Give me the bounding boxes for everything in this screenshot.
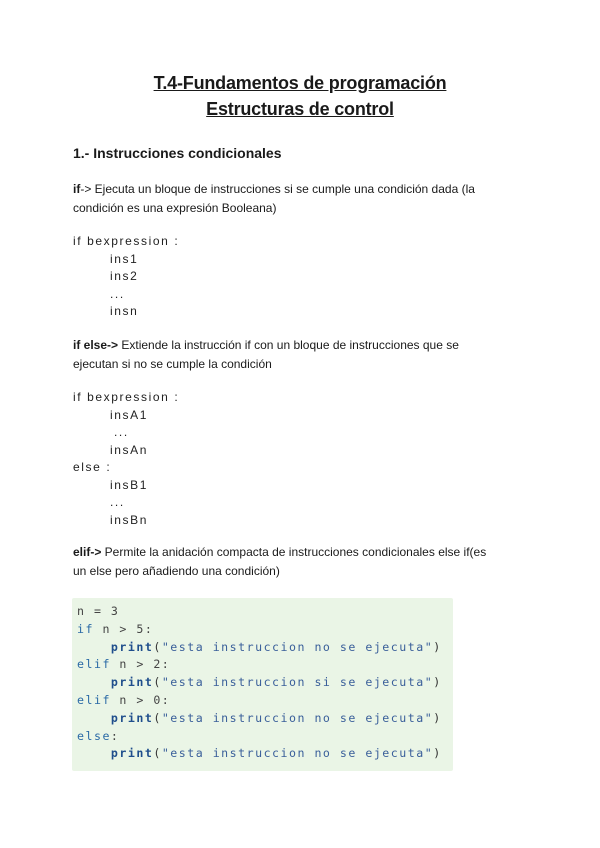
page-title-line2: Estructuras de control (206, 99, 394, 119)
code-line: else : (73, 460, 112, 474)
print-string: "esta instruccion no se ejecuta" (161, 710, 434, 725)
if-syntax-code (73, 233, 179, 321)
code-line: insA1 (110, 407, 149, 422)
print-fn: print (110, 639, 154, 654)
elif-keyword: elif-> (73, 545, 102, 559)
print-string: "esta instruccion no se ejecuta" (161, 639, 434, 654)
paren: ) (433, 639, 442, 654)
paren: ) (433, 710, 442, 725)
page-title-line1: T.4-Fundamentos de programación (153, 73, 447, 93)
print-fn: print (110, 710, 154, 725)
code-snippet (72, 598, 453, 771)
if-else-keyword: if else-> (73, 338, 119, 352)
if-description (73, 180, 533, 218)
code-assign: n = 3 (77, 604, 120, 618)
if-kw: if (77, 621, 94, 636)
code-line: ... (110, 495, 125, 509)
code-line: if bexpression : (73, 390, 180, 404)
paren: ( (153, 639, 162, 654)
elif-kw: elif (77, 657, 111, 672)
paren: ) (433, 675, 442, 690)
paren: ) (433, 746, 442, 761)
code-line: ins1 (110, 251, 139, 266)
if-desc-line2: condición es una expresión Booleana) (73, 201, 277, 215)
if-keyword: if (73, 182, 81, 196)
paren: ( (153, 746, 162, 761)
if-else-syntax-code (73, 389, 179, 529)
paren: ( (153, 675, 162, 690)
print-string: "esta instruccion si se ejecuta" (161, 675, 434, 690)
if-else-desc-line1: Extiende la instrucción if con un bloque de instrucciones que se (118, 338, 459, 352)
print-fn: print (110, 675, 154, 690)
elif-desc-line1: Permite la anidación compacta de instrucciones condicionales else if(es (101, 545, 487, 559)
elif-kw: elif (77, 692, 111, 707)
print-string: "esta instruccion no se ejecuta" (161, 746, 434, 761)
code-line: ... (110, 286, 125, 301)
paren: ( (153, 710, 162, 725)
code-line: insB1 (110, 477, 149, 492)
code-line: if bexpression : (73, 234, 180, 248)
else-colon: : (110, 728, 120, 743)
elif-description (73, 543, 533, 581)
if-else-description (73, 336, 533, 374)
code-line: ... (114, 425, 129, 439)
if-cond: n > 5: (93, 621, 154, 636)
elif-desc-line2: un else pero añadiendo una condición) (73, 564, 280, 578)
elif-cond: n > 0: (110, 692, 171, 707)
if-desc-line1: -> Ejecuta un bloque de instrucciones si se cumple una condición dada (la (80, 182, 475, 196)
section-heading: 1.- Instrucciones condicionales (73, 145, 282, 161)
else-kw: else (77, 728, 111, 743)
code-line: insAn (110, 442, 149, 457)
code-line: ins2 (110, 269, 139, 283)
code-line: insBn (110, 512, 149, 527)
code-line: insn (110, 304, 139, 318)
if-else-desc-line2: ejecutan si no se cumple la condición (73, 357, 272, 371)
print-fn: print (110, 746, 154, 761)
elif-cond: n > 2: (110, 657, 171, 672)
